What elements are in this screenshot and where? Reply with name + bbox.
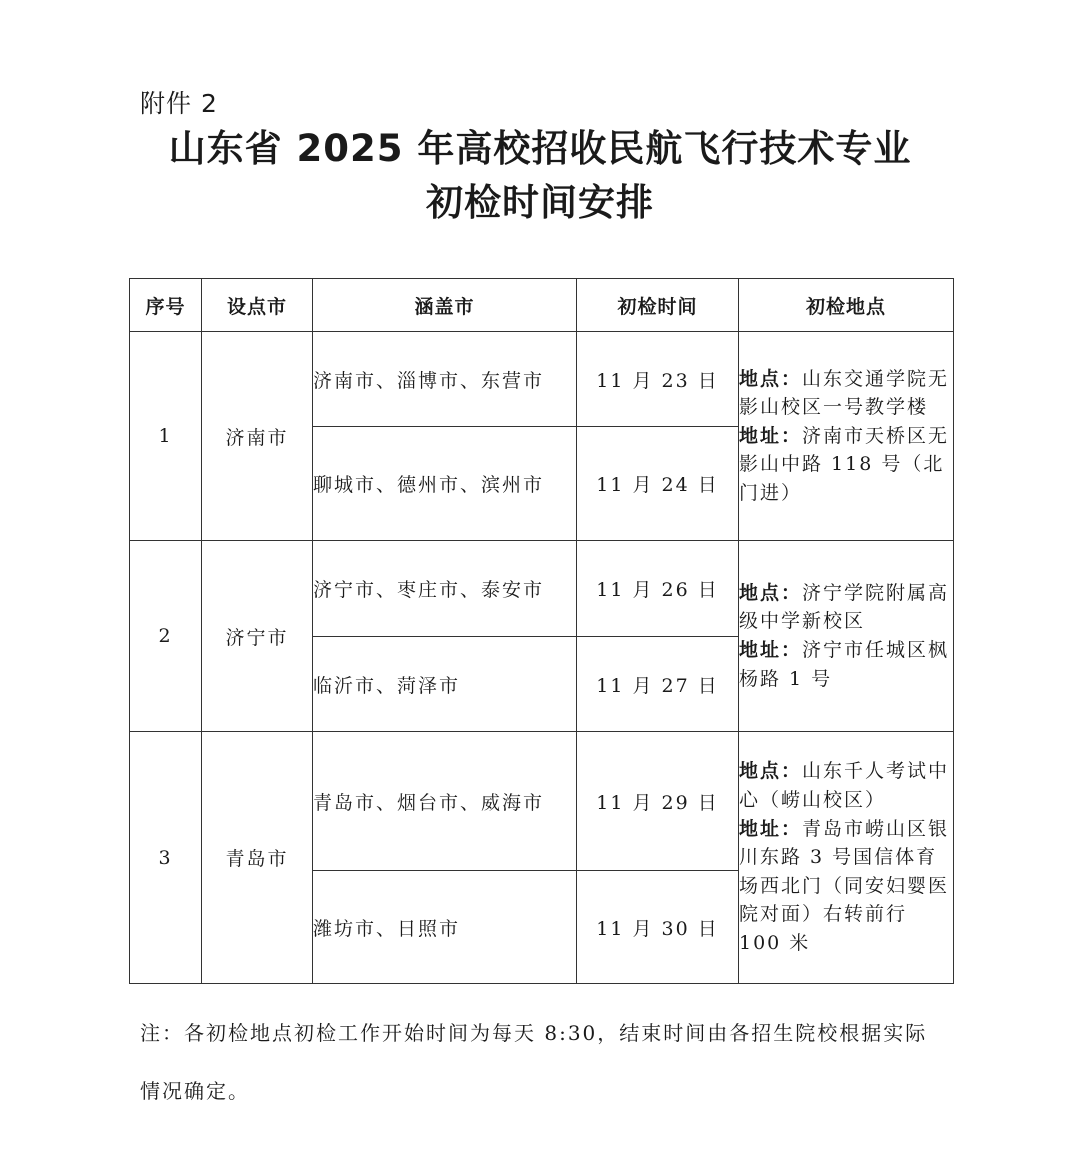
place-value: 济宁学院附属高级中学新校区: [739, 581, 950, 633]
document-title-line-1: 山东省 2025 年高校招收民航飞行技术专业: [168, 127, 912, 170]
site-city: 青岛市: [202, 732, 313, 984]
covered-cities: 济南市、淄博市、东营市: [313, 332, 577, 427]
header-exam-date: 初检时间: [577, 279, 739, 332]
exam-location: [739, 541, 954, 732]
covered-cities: 济宁市、枣庄市、泰安市: [313, 541, 577, 637]
covered-cities: 聊城市、德州市、滨州市: [313, 427, 577, 541]
exam-location: [739, 332, 954, 541]
row-index: 2: [130, 541, 202, 732]
schedule-table: [129, 278, 954, 984]
address-value: 济宁市任城区枫杨路 1 号: [739, 639, 950, 690]
place-label: 地点：: [739, 760, 803, 783]
exam-date: 11 月 24 日: [577, 427, 739, 541]
place-label: 地点：: [739, 367, 803, 390]
row-index: 3: [130, 732, 202, 984]
exam-date: 11 月 27 日: [577, 637, 739, 732]
exam-date: 11 月 29 日: [577, 732, 739, 871]
header-index: 序号: [130, 279, 202, 332]
attachment-label: 附件 2: [140, 89, 218, 118]
exam-date: 11 月 26 日: [577, 541, 739, 637]
header-covered-cities: 涵盖市: [313, 279, 577, 332]
covered-cities: 青岛市、烟台市、威海市: [313, 732, 577, 871]
site-city: 济宁市: [202, 541, 313, 732]
place-value: 山东千人考试中心（崂山校区）: [739, 760, 950, 812]
header-site-city: 设点市: [202, 279, 313, 332]
document-title-line-2: 初检时间安排: [426, 181, 654, 224]
address-label: 地址：: [739, 817, 803, 840]
footnote: 注：各初检地点初检工作开始时间为每天 8:30，结束时间由各招生院校根据实际情况确定。: [140, 1021, 928, 1103]
exam-date: 11 月 30 日: [577, 871, 739, 984]
address-label: 地址：: [739, 639, 803, 661]
address-label: 地址：: [739, 424, 803, 447]
header-exam-location: 初检地点: [739, 279, 954, 332]
table-row: [130, 332, 954, 427]
place-value: 山东交通学院无影山校区一号教学楼: [739, 367, 950, 419]
covered-cities: 临沂市、菏泽市: [313, 637, 577, 732]
row-index: 1: [130, 332, 202, 541]
address-value: 青岛市崂山区银川东路 3 号国信体育场西北门（同安妇婴医院对面）右转前行 100 米: [739, 817, 950, 954]
table-row: [130, 541, 954, 637]
place-label: 地点：: [739, 581, 803, 604]
table-row: [130, 732, 954, 871]
address-value: 济南市天桥区无影山中路 118 号（北门进）: [739, 424, 950, 504]
table-header-row: [130, 279, 954, 332]
exam-date: 11 月 23 日: [577, 332, 739, 427]
exam-location: [739, 732, 954, 984]
covered-cities: 潍坊市、日照市: [313, 871, 577, 984]
site-city: 济南市: [202, 332, 313, 541]
